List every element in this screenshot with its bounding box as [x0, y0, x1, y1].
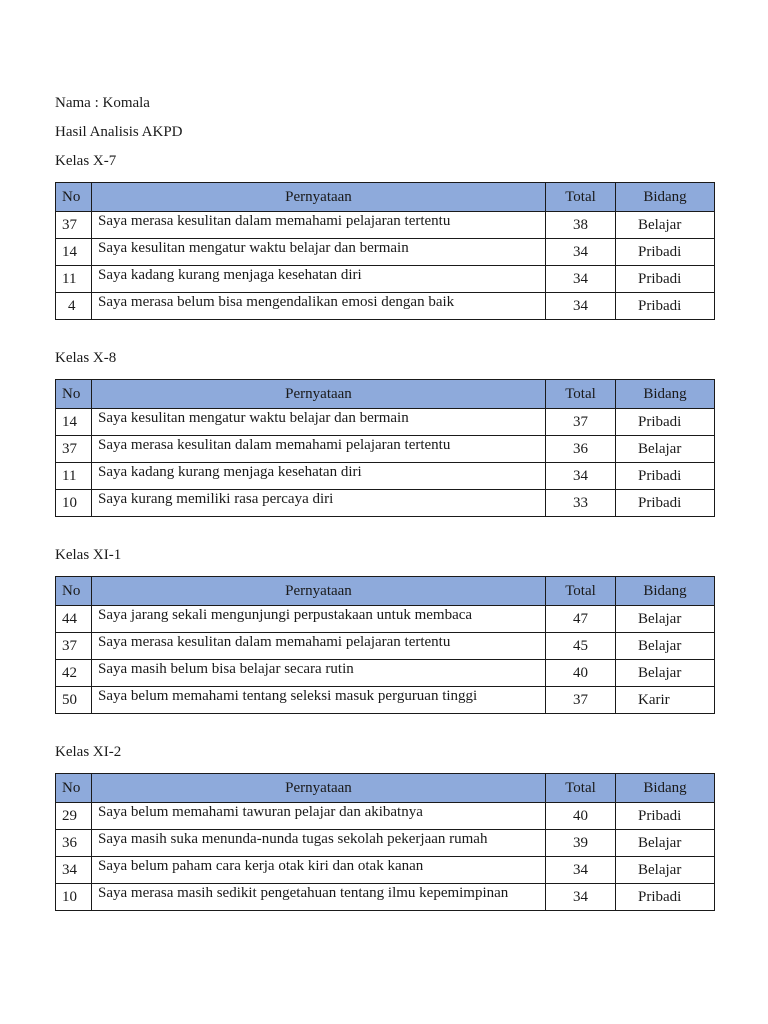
cell-statement: Saya kadang kurang menjaga kesehatan diri: [92, 463, 546, 490]
analysis-table: [55, 576, 715, 714]
table-row: [56, 633, 715, 660]
cell-total: 34: [546, 857, 616, 884]
cell-statement: Saya belum memahami tawuran pelajar dan akibatnya: [92, 803, 546, 830]
class-label: Kelas XI-1: [55, 547, 122, 563]
cell-statement: Saya kesulitan mengatur waktu belajar dan bermain: [92, 239, 546, 266]
cell-no: 50: [56, 687, 92, 714]
cell-no: 14: [56, 239, 92, 266]
cell-statement: Saya merasa kesulitan dalam memahami pelajaran tertentu: [92, 212, 546, 239]
cell-total: 36: [546, 436, 616, 463]
table-row: [56, 436, 715, 463]
table-header-row: [56, 380, 715, 409]
column-header-statement: Pernyataan: [92, 577, 546, 606]
cell-total: 40: [546, 803, 616, 830]
table-row: [56, 293, 715, 320]
cell-statement: Saya merasa belum bisa mengendalikan emosi dengan baik: [92, 293, 546, 320]
column-header-total: Total: [546, 774, 616, 803]
cell-field: Belajar: [616, 633, 715, 660]
cell-statement: Saya merasa masih sedikit pengetahuan tentang ilmu kepemimpinan: [92, 884, 546, 911]
cell-no: 44: [56, 606, 92, 633]
cell-no: 37: [56, 633, 92, 660]
cell-total: 39: [546, 830, 616, 857]
column-header-field: Bidang: [616, 774, 715, 803]
cell-total: 38: [546, 212, 616, 239]
cell-statement: Saya masih suka menunda-nunda tugas sekolah pekerjaan rumah: [92, 830, 546, 857]
cell-field: Pribadi: [616, 266, 715, 293]
cell-field: Pribadi: [616, 239, 715, 266]
cell-statement: Saya kadang kurang menjaga kesehatan diri: [92, 266, 546, 293]
cell-field: Pribadi: [616, 409, 715, 436]
table-row: [56, 830, 715, 857]
table-row: [56, 409, 715, 436]
column-header-field: Bidang: [616, 577, 715, 606]
cell-no: 37: [56, 212, 92, 239]
cell-statement: Saya belum paham cara kerja otak kiri dan otak kanan: [92, 857, 546, 884]
cell-no: 36: [56, 830, 92, 857]
cell-no: 37: [56, 436, 92, 463]
cell-field: Karir: [616, 687, 715, 714]
cell-no: 34: [56, 857, 92, 884]
cell-statement: Saya kurang memiliki rasa percaya diri: [92, 490, 546, 517]
cell-total: 45: [546, 633, 616, 660]
table-header-row: [56, 577, 715, 606]
document-title: Hasil Analisis AKPD: [55, 124, 183, 140]
column-header-statement: Pernyataan: [92, 380, 546, 409]
column-header-no: No: [56, 183, 92, 212]
cell-total: 34: [546, 239, 616, 266]
cell-field: Pribadi: [616, 884, 715, 911]
table-row: [56, 803, 715, 830]
cell-total: 37: [546, 409, 616, 436]
cell-total: 34: [546, 463, 616, 490]
class-label: Kelas X-8: [55, 350, 117, 366]
cell-total: 47: [546, 606, 616, 633]
column-header-no: No: [56, 577, 92, 606]
analysis-table: [55, 182, 715, 320]
student-name: Nama : Komala: [55, 95, 150, 111]
column-header-field: Bidang: [616, 183, 715, 212]
table-header-row: [56, 774, 715, 803]
cell-no: 42: [56, 660, 92, 687]
cell-field: Pribadi: [616, 293, 715, 320]
cell-no: 14: [56, 409, 92, 436]
table-row: [56, 857, 715, 884]
cell-no: 11: [56, 266, 92, 293]
table-row: [56, 463, 715, 490]
table-header-row: [56, 183, 715, 212]
cell-no: 11: [56, 463, 92, 490]
cell-total: 37: [546, 687, 616, 714]
column-header-no: No: [56, 774, 92, 803]
table-row: [56, 212, 715, 239]
cell-total: 33: [546, 490, 616, 517]
cell-field: Pribadi: [616, 463, 715, 490]
column-header-field: Bidang: [616, 380, 715, 409]
column-header-total: Total: [546, 380, 616, 409]
table-row: [56, 884, 715, 911]
table-row: [56, 266, 715, 293]
class-label: Kelas X-7: [55, 153, 117, 169]
cell-field: Belajar: [616, 606, 715, 633]
column-header-no: No: [56, 380, 92, 409]
cell-no: 10: [56, 884, 92, 911]
cell-statement: Saya merasa kesulitan dalam memahami pelajaran tertentu: [92, 633, 546, 660]
cell-field: Belajar: [616, 660, 715, 687]
cell-no: 29: [56, 803, 92, 830]
cell-statement: Saya belum memahami tentang seleksi masuk perguruan tinggi: [92, 687, 546, 714]
table-row: [56, 687, 715, 714]
class-label: Kelas XI-2: [55, 744, 122, 760]
cell-field: Pribadi: [616, 803, 715, 830]
column-header-total: Total: [546, 183, 616, 212]
cell-field: Belajar: [616, 830, 715, 857]
column-header-statement: Pernyataan: [92, 774, 546, 803]
cell-statement: Saya jarang sekali mengunjungi perpustakaan untuk membaca: [92, 606, 546, 633]
cell-field: Belajar: [616, 212, 715, 239]
cell-total: 34: [546, 266, 616, 293]
cell-total: 34: [546, 884, 616, 911]
table-row: [56, 660, 715, 687]
analysis-table: [55, 773, 715, 911]
column-header-total: Total: [546, 577, 616, 606]
column-header-statement: Pernyataan: [92, 183, 546, 212]
cell-field: Belajar: [616, 857, 715, 884]
table-row: [56, 490, 715, 517]
table-row: [56, 239, 715, 266]
table-row: [56, 606, 715, 633]
cell-field: Pribadi: [616, 490, 715, 517]
cell-statement: Saya masih belum bisa belajar secara rutin: [92, 660, 546, 687]
cell-field: Belajar: [616, 436, 715, 463]
cell-statement: Saya merasa kesulitan dalam memahami pelajaran tertentu: [92, 436, 546, 463]
cell-statement: Saya kesulitan mengatur waktu belajar dan bermain: [92, 409, 546, 436]
cell-no: 10: [56, 490, 92, 517]
analysis-table: [55, 379, 715, 517]
cell-no: 4: [56, 293, 92, 320]
cell-total: 40: [546, 660, 616, 687]
cell-total: 34: [546, 293, 616, 320]
